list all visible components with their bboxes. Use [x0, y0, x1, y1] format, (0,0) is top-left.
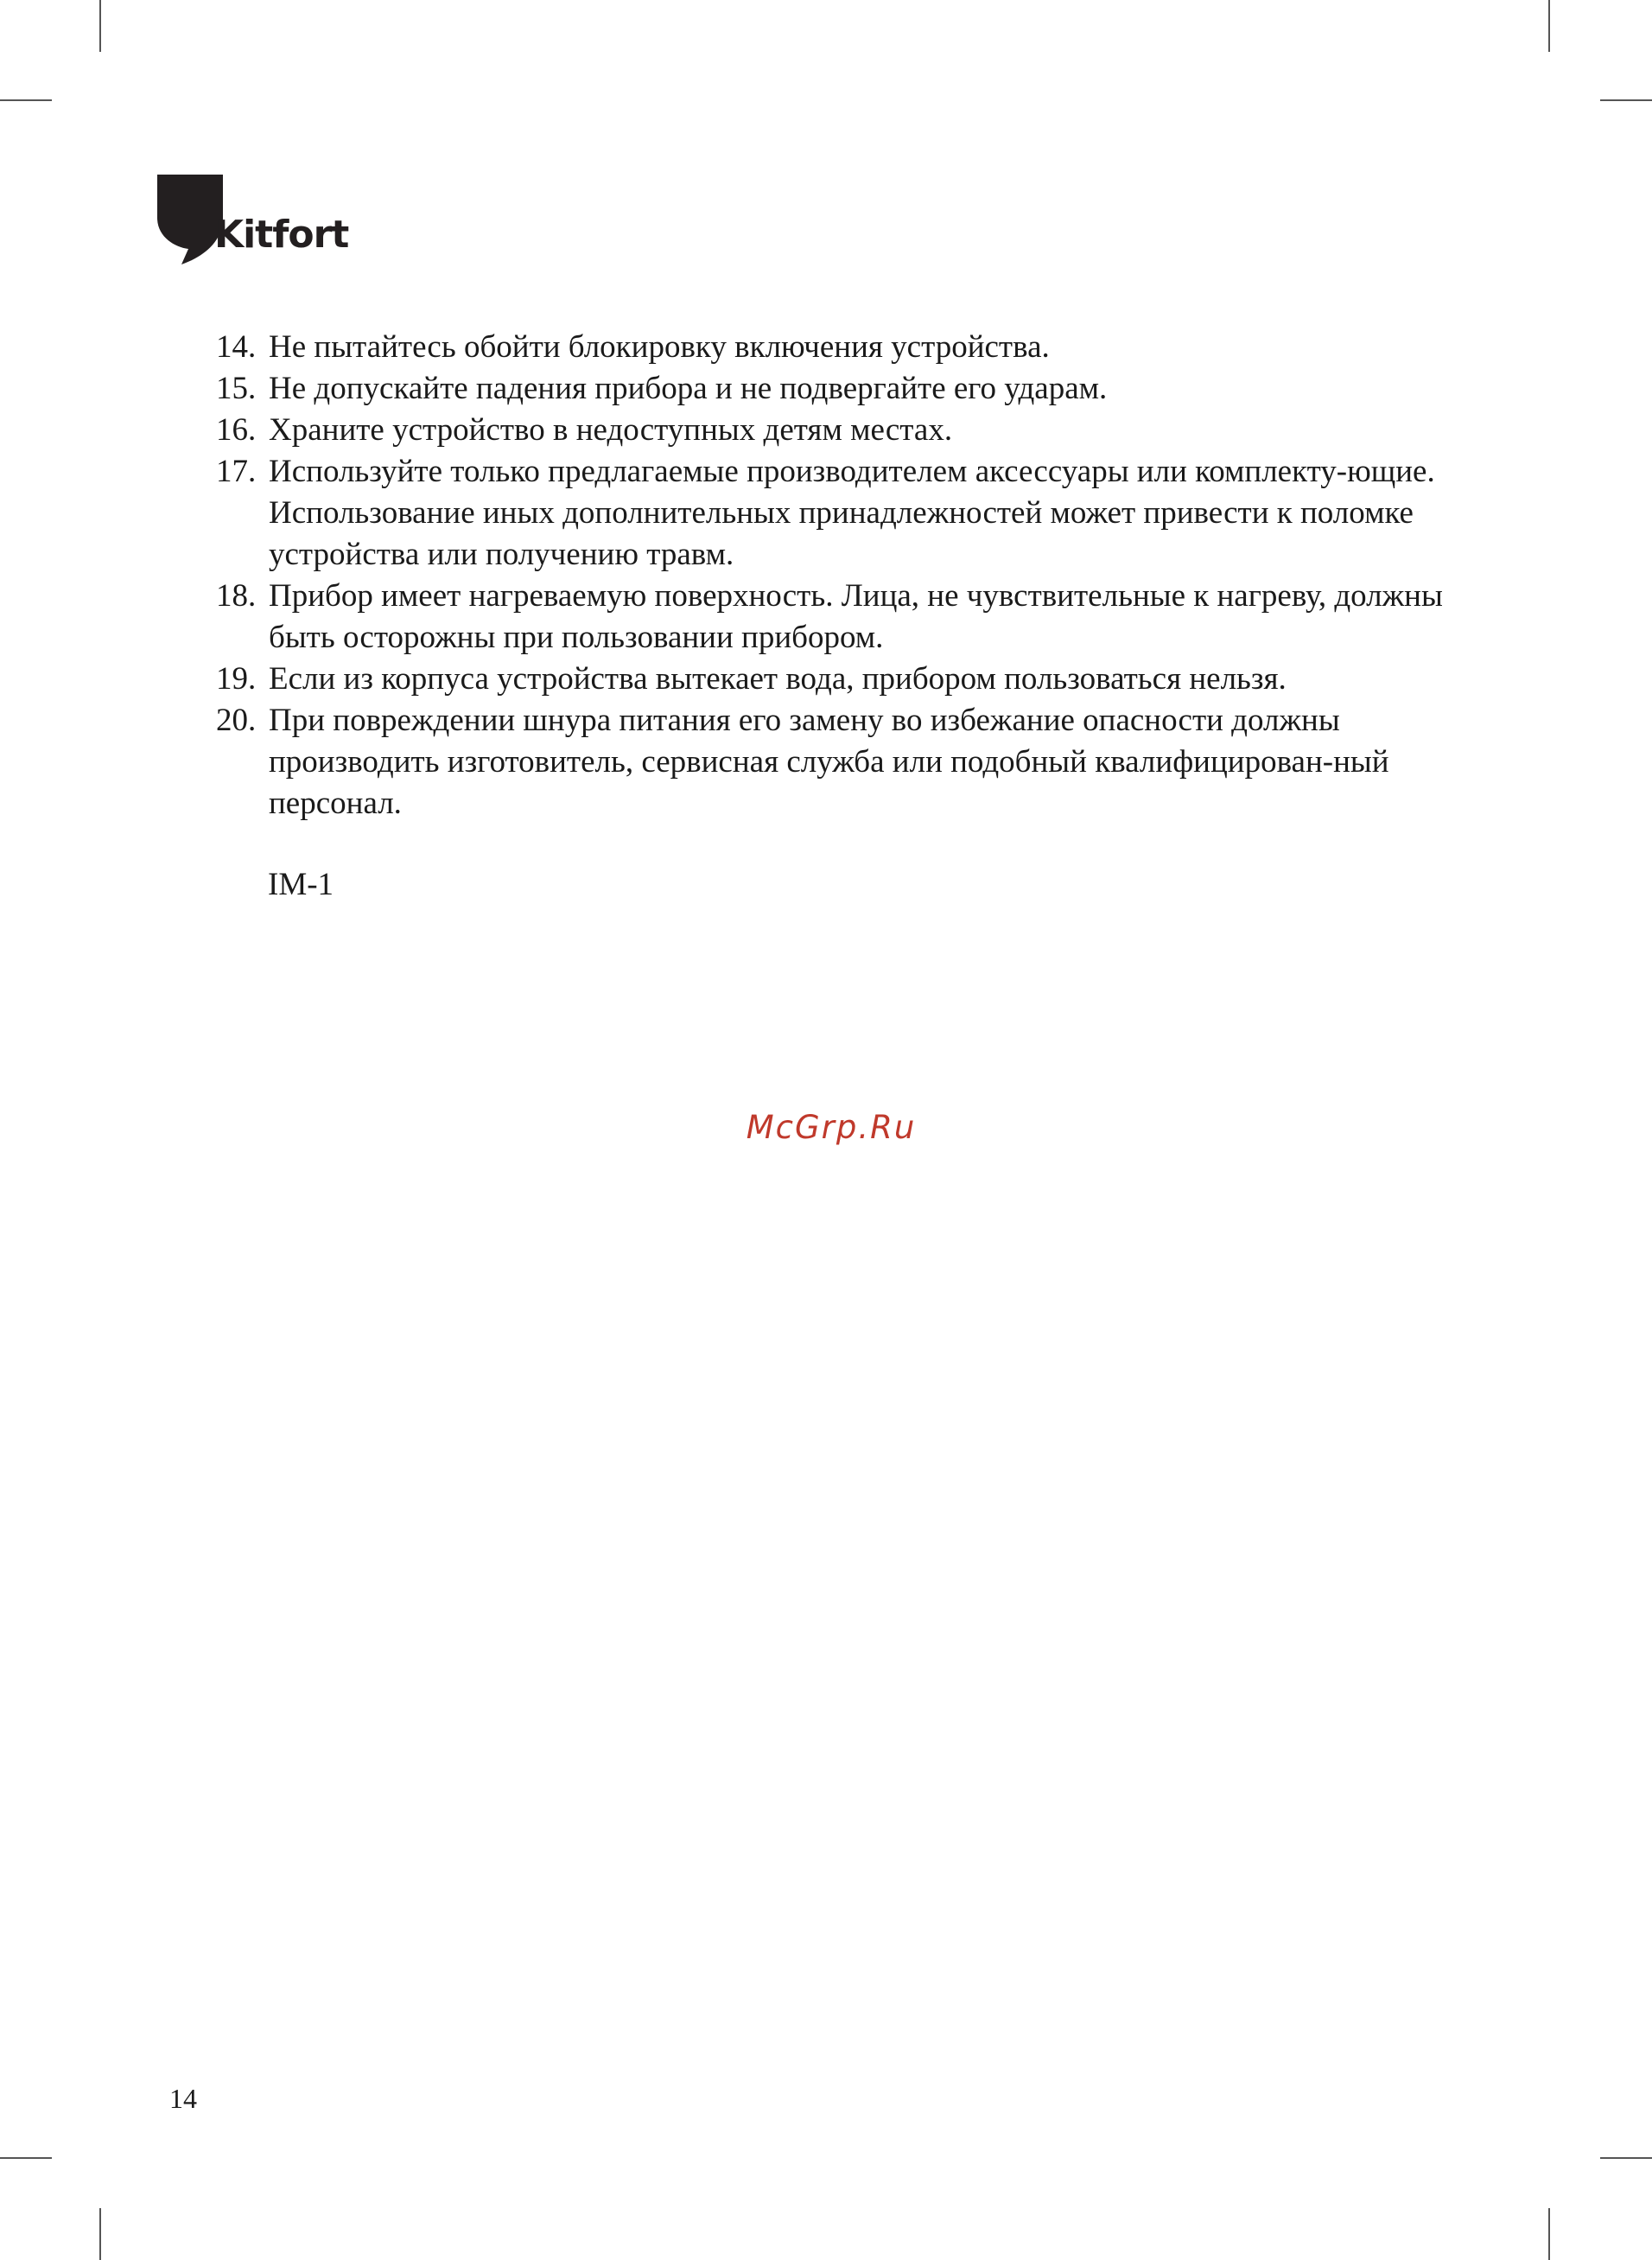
crop-mark-bottom-left-horizontal — [0, 2157, 52, 2159]
instruction-list — [216, 327, 1469, 824]
list-item — [216, 368, 1469, 410]
item-number: 16. — [216, 412, 257, 448]
crop-mark-bottom-right-vertical — [1548, 2208, 1550, 2260]
list-item — [216, 327, 1469, 368]
crop-mark-top-right-vertical — [1548, 0, 1550, 52]
item-number: 18. — [216, 578, 257, 614]
item-number: 14. — [216, 329, 257, 365]
list-item — [216, 700, 1469, 824]
list-item — [216, 410, 1469, 451]
crop-mark-top-right-horizontal — [1600, 99, 1652, 101]
brand-name: Kitfort — [214, 213, 349, 257]
watermark: McGrp.Ru — [746, 1109, 917, 1146]
model-code: IM-1 — [268, 867, 334, 902]
item-text: Не допускайте падения прибора и не подвергайте его ударам. — [269, 371, 1108, 406]
item-number: 19. — [216, 661, 257, 697]
list-item — [216, 659, 1469, 700]
item-text: Не пытайтесь обойти блокировку включения устройства. — [269, 329, 1050, 365]
item-number: 17. — [216, 454, 257, 489]
item-text: Используйте только предлагаемые производителем аксессуары или комплекту-ющие. Использование иных дополнительных принадлежностей может привести к поломке устройства или получению травм. — [269, 454, 1435, 572]
crop-mark-top-left-vertical — [99, 0, 101, 52]
page-number: 14 — [169, 2083, 197, 2114]
item-number: 20. — [216, 703, 257, 738]
list-item — [216, 451, 1469, 576]
brand-logo — [157, 175, 365, 270]
item-number: 15. — [216, 371, 257, 406]
item-text: При повреждении шнура питания его замену во избежание опасности должны производить изготовитель, сервисная служба или подобный квалифицирован-ный персонал. — [269, 703, 1389, 821]
list-item — [216, 576, 1469, 659]
crop-mark-bottom-left-vertical — [99, 2208, 101, 2260]
crop-mark-bottom-right-horizontal — [1600, 2157, 1652, 2159]
crop-mark-top-left-horizontal — [0, 99, 52, 101]
item-text: Если из корпуса устройства вытекает вода, прибором пользоваться нельзя. — [269, 661, 1287, 697]
item-text: Храните устройство в недоступных детям местах. — [269, 412, 953, 448]
item-text: Прибор имеет нагреваемую поверхность. Лица, не чувствительные к нагреву, должны быть осторожны при пользовании прибором. — [269, 578, 1443, 655]
